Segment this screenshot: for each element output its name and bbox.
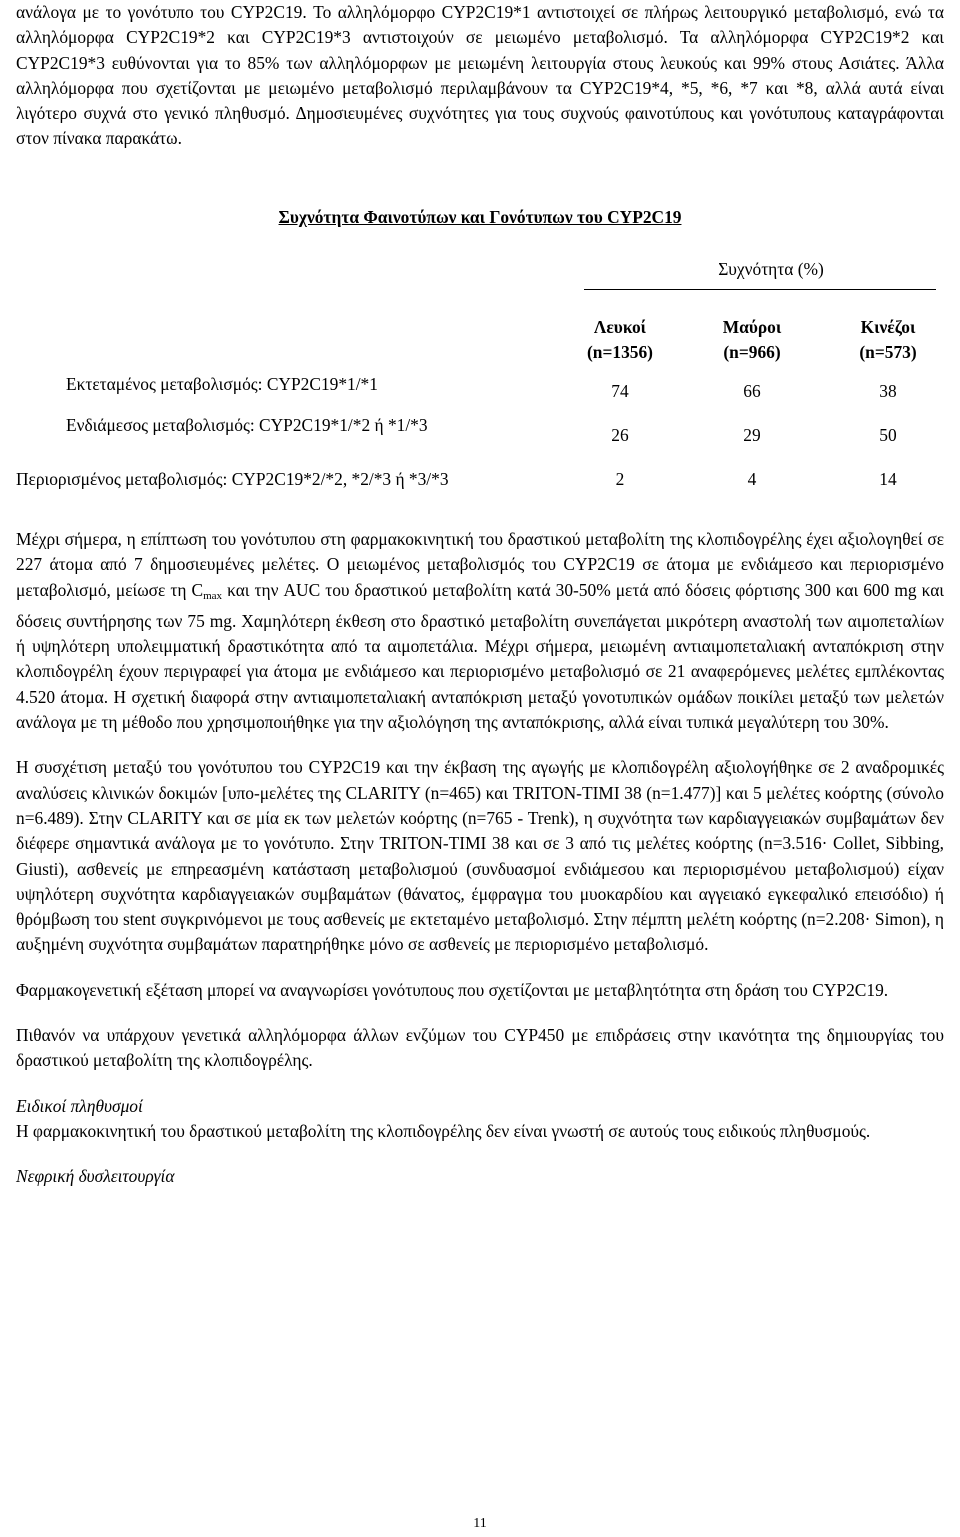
column-count: (n=966)	[723, 342, 781, 362]
table-cell: 4	[747, 469, 757, 489]
page-number: 11	[473, 1516, 487, 1531]
table-cell: 29	[743, 425, 761, 445]
cmax-subscript: max	[203, 589, 223, 602]
heading-renal-impairment: Νεφρική δυσλειτουργία	[16, 1166, 175, 1187]
paragraph-pharmacogenetic-testing: Φαρμακογενετική εξέταση μπορεί να αναγνωρίσει γονότυπους που σχετίζονται με μεταβλητότητα στη δράση του CYP2C19.	[16, 979, 889, 1000]
table-cell: 66	[743, 381, 761, 401]
paragraph-text: και την AUC του δραστικού μεταβολίτη κατά 30-50% μετά από δόσεις φόρτισης 300 και 600 mg και δόσεις συντήρησης των 75 mg. Χαμηλότερη έκθεση στο δραστικό μεταβολίτη συνεπάγεται μικρότερη αναστολή των αιμοπεταλίων ή υψηλότερη υπολειμματική δραστικότητα από τα αιμοπετάλια. Μέχρι σήμερα, μειωμένη αντιαιμοπεταλιακή ανταπόκριση στην κλοπιδογρέλη έχουν περιγραφεί για άτομα με ενδιάμεσο και περιορισμένο μεταβολισμό σε 21 αναφερόμενες μελέτες εμπλέκοντας 4.520 άτομα. Η σχετική διαφορά στην αντιαιμοπεταλιακή ανταπόκριση μεταξύ γονοτυπικών ομάδων ποικίλει μεταξύ των μελετών ανάλογα με τη μέθοδο που χρησιμοποιήθηκε για την αξιολόγηση της ανταπόκρισης, αλλά είναι τυπικά μεγαλύτερη του 30%.	[16, 579, 944, 733]
table-cell: 14	[879, 469, 897, 489]
paragraph-text: Μέχρι σήμερα, η επίπτωση του γονότυπου στη φαρμακοκινητική του δραστικού μεταβολίτη της κλοπιδογρέλης έχει αξιολογηθεί σε 227 άτομα από 7 δημοσιευμένες μελέτες. Ο μειωμένος μεταβολισμός του CYP2C19 σε άτομα με ενδιάμεσο και περιορισμένο μεταβολισμό, μείωσε τη C	[16, 529, 944, 600]
frequency-header: Συχνότητα (%)	[718, 259, 824, 279]
body-text	[16, 527, 944, 1190]
paragraph-pharmacokinetics	[16, 527, 944, 735]
paragraph-cyp450-alleles: Πιθανόν να υπάρχουν γενετικά αλληλόμορφα άλλων ενζύμων του CYP450 με επιδράσεις στην ικανότητα της δημιουργίας του δραστικού μεταβολίτη της κλοπιδογρέλης.	[16, 1025, 944, 1071]
column-header-blacks	[692, 315, 812, 365]
column-count: (n=573)	[859, 342, 917, 362]
column-name: Μαύροι	[722, 317, 782, 337]
row-label-extensive: Εκτεταμένος μεταβολισμός: CYP2C19*1/*1	[66, 374, 378, 394]
paragraph-special-populations: Η φαρμακοκινητική του δραστικού μεταβολίτη της κλοπιδογρέλης δεν είναι γνωστή σε αυτούς τους ειδικούς πληθυσμούς.	[16, 1120, 871, 1141]
row-label-poor: Περιορισμένος μεταβολισμός: CYP2C19*2/*2, *2/*3 ή *3/*3	[16, 469, 449, 489]
column-count: (n=1356)	[587, 342, 653, 362]
intro-paragraph: ανάλογα με το γονότυπο του CYP2C19. Το αλληλόμορφο CYP2C19*1 αντιστοιχεί σε πλήρως λειτουργικό μεταβολισμό, ενώ τα αλληλόμορφα CYP2C19*2 και CYP2C19*3 αντιστοιχούν σε μειωμένο μεταβολισμό. Τα αλληλόμορφα CYP2C19*2 και CYP2C19*3 ευθύνονται για το 85% των αλληλόμορφων με μειωμένη λειτουργία στους λευκούς και 99% στους Ασιάτες. Άλλα αλληλόμορφα που σχετίζονται με μειωμένο μεταβολισμό περιλαμβάνουν τα CYP2C19*4, *5, *6, *7 και *8, αλλά αυτά είναι λιγότερο συχνά στο γενικό πληθυσμό. Δημοσιευμένες συχνότητες για τους συχνούς φαινοτύπους και γονότυπους καταγράφονται στον πίνακα παρακάτω.	[16, 2, 944, 149]
paragraph-genotype-outcome: Η συσχέτιση μεταξύ του γονότυπου του CYP2C19 και την έκβαση της αγωγής με κλοπιδογρέλη αξιολογήθηκε σε 2 αναδρομικές αναλύσεις κλινικών δοκιμών [υπο-μελέτες της CLARITY (n=465) και TRITON-TIMI 38 (n=1.477)] και 5 μελέτες κοόρτης (σύνολο n=6.489). Στην CLARITY και σε μία εκ των μελετών κοόρτης (n=765 - Trenk), η συχνότητα των καρδιαγγειακών συμβαμάτων δεν διέφερε σημαντικά ανάλογα με το γονότυπο. Στην TRITON-TIMI 38 και σε 3 από τις μελέτες κοόρτης (n=3.516· Collet, Sibbing, Giusti), ασθενείς με επηρεασμένη κατάσταση μεταβολισμού (συνδυασμοί ενδιάμεσου και περιορισμένου μεταβολισμού) είχαν υψηλότερη συχνότητα καρδιαγγειακών συμβαμάτων (θάνατος, έμφραγμα του μυοκαρδίου και αγγειακό εγκεφαλικό επεισόδιο) ή θρόμβωση του stent συγκρινόμενοι με τους ασθενείς με εκτεταμένο μεταβολισμό. Στην πέμπτη μελέτη κοόρτης (n=2.208· Simon), η αυξημένη συχνότητα συμβαμάτων παρατηρήθηκε μόνο σε ασθενείς με περιορισμένο μεταβολισμό.	[16, 757, 944, 955]
column-header-chinese	[828, 315, 948, 365]
table-title: Συχνότητα Φαινοτύπων και Γονότυπων του CYP2C19	[278, 207, 682, 227]
table-cell: 74	[611, 381, 629, 401]
table-cell: 2	[615, 469, 625, 489]
table-cell: 50	[879, 425, 897, 445]
frequency-header-rule	[584, 289, 936, 290]
heading-special-populations: Ειδικοί πληθυσμοί	[16, 1095, 143, 1116]
column-name: Κινέζοι	[860, 317, 916, 337]
column-header-whites	[560, 315, 680, 365]
column-name: Λευκοί	[593, 317, 647, 337]
table-cell: 26	[611, 425, 629, 445]
table-cell: 38	[879, 381, 897, 401]
row-label-intermediate: Ενδιάμεσος μεταβολισμός: CYP2C19*1/*2 ή *1/*3	[66, 415, 428, 435]
